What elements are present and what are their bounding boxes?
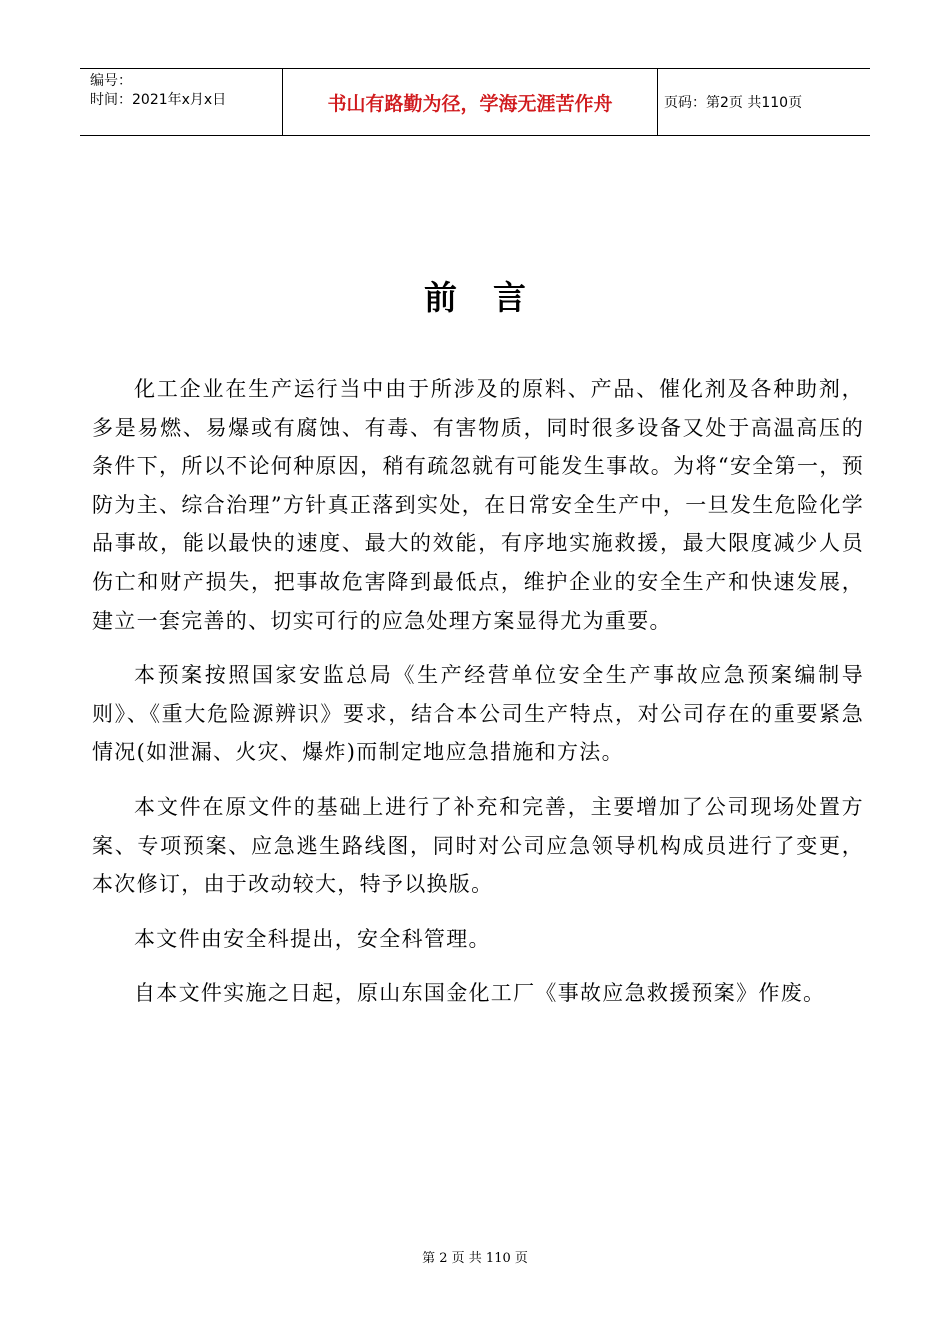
document-body — [92, 370, 864, 1029]
page-title: 前言 — [424, 278, 562, 317]
header-page-info: 页码：第2页 共110页 — [664, 95, 803, 111]
paragraph-4: 本文件由安全科提出，安全科管理。 — [134, 926, 491, 951]
paragraph-1: 化工企业在生产运行当中由于所涉及的原料、产品、催化剂及各种助剂，多是易燃、易爆或有腐蚀、有毒、有害物质，同时很多设备又处于高温高压的条件下，所以不论何种原因，稍有疏忽就有可能发生事故。为将“安全第一，预防为主、综合治理”方针真正落到实处，在日常安全生产中，一旦发生危险化学品事故，能以最快的速度、最大的效能，有序地实施救援，最大限度减少人员伤亡和财产损失，把事故危害降到最低点，维护企业的安全生产和快速发展，建立一套完善的、切实可行的应急处理方案显得尤为重要。 — [92, 377, 864, 633]
document-date-label: 时间：2021年x月x日 — [90, 92, 227, 108]
document-number-label: 编号： — [90, 73, 132, 89]
header-motto: 书山有路勤为径，学海无涯苦作舟 — [283, 69, 658, 135]
paragraph-2: 本预案按照国家安监总局《生产经营单位安全生产事故应急预案编制导则》、《重大危险源辨识》要求，结合本公司生产特点，对公司存在的重要紧急情况(如泄漏、火灾、爆炸)而制定地应急措施和方法。 — [92, 663, 864, 765]
header-meta-cell — [80, 69, 283, 135]
document-header — [80, 68, 870, 136]
paragraph-5: 自本文件实施之日起，原山东国金化工厂《事故应急救援预案》作废。 — [134, 981, 826, 1006]
page-footer: 第 2 页 共 110 页 — [422, 1251, 528, 1266]
paragraph-3: 本文件在原文件的基础上进行了补充和完善，主要增加了公司现场处置方案、专项预案、应急逃生路线图，同时对公司应急领导机构成员进行了变更，本次修订，由于改动较大，特予以换版。 — [92, 794, 864, 897]
